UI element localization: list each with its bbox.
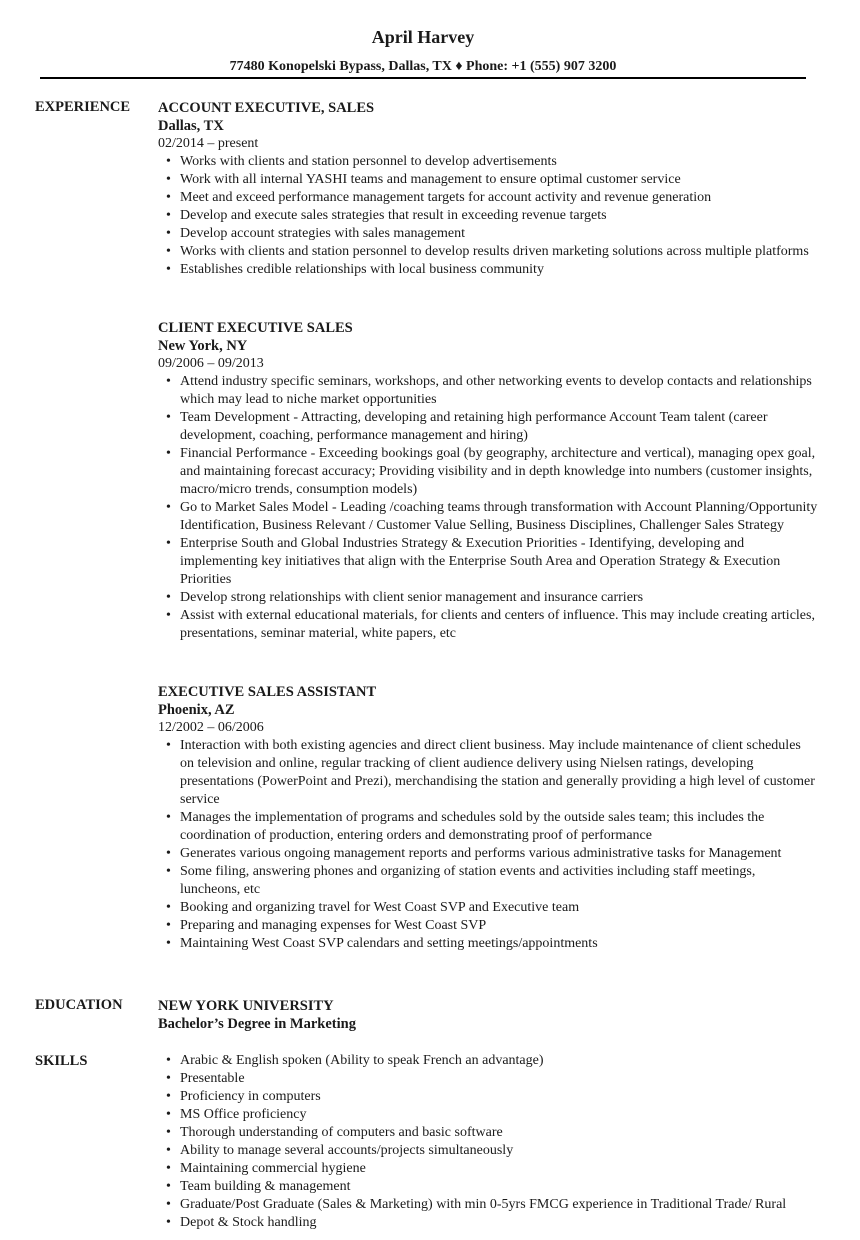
list-item: • Financial Performance - Exceeding bookings goal (by geography, architecture and vertical), managing opex goal, and maintaining forecast accuracy; Providing visibility and in depth knowledge into numbers (customer insights, macro/micro trends, consumption models) [180, 445, 818, 499]
job-duties-list [158, 737, 818, 953]
list-item: • Establishes credible relationships with local business community [180, 261, 818, 279]
job-duties-list [158, 153, 818, 279]
list-item: • Develop strong relationships with client senior management and insurance carriers [180, 589, 818, 607]
degree-name: Bachelor’s Degree in Marketing [158, 1016, 356, 1032]
list-item: • Depot & Stock handling [180, 1214, 818, 1232]
skills-entry [158, 1052, 818, 1232]
education-entry [158, 997, 818, 1033]
header-divider [40, 77, 806, 79]
list-item: • Work with all internal YASHI teams and management to ensure optimal customer service [180, 171, 818, 189]
list-item: • Assist with external educational materials, for clients and centers of influence. This may include creating articles, presentations, seminar material, white papers, etc [180, 607, 818, 643]
list-item: • Interaction with both existing agencies and direct client business. May include maintenance of client schedules on television and online, regular tracking of client audience delivery using Nielsen ratings, developing presentations (PowerPoint and Prezi), merchandising the station and generally providing a high level of customer service [180, 737, 818, 809]
school-name: NEW YORK UNIVERSITY [158, 998, 334, 1014]
list-item: • Enterprise South and Global Industries Strategy & Execution Priorities - Identifying, developing and implementing key initiatives that align with the Enterprise South Area and Operation Strategy & Execution Priorities [180, 535, 818, 589]
skills-section-label: SKILLS [35, 1053, 88, 1069]
list-item: • Proficiency in computers [180, 1088, 818, 1106]
job-duties-list [158, 373, 818, 643]
job-entry [158, 683, 818, 953]
list-item: • Works with clients and station personnel to develop advertisements [180, 153, 818, 171]
list-item: • Attend industry specific seminars, workshops, and other networking events to develop contacts and relationships which may lead to niche market opportunities [180, 373, 818, 409]
list-item: • Develop account strategies with sales management [180, 225, 818, 243]
candidate-name: April Harvey [371, 27, 475, 47]
list-item: • Develop and execute sales strategies that result in exceeding revenue targets [180, 207, 818, 225]
list-item: • Works with clients and station personnel to develop results driven marketing solutions across multiple platforms [180, 243, 818, 261]
list-item: • Preparing and managing expenses for West Coast SVP [180, 917, 818, 935]
list-item: • Thorough understanding of computers and basic software [180, 1124, 818, 1142]
job-location: New York, NY [158, 338, 248, 354]
list-item: • Go to Market Sales Model - Leading /coaching teams through transformation with Account Planning/Opportunity Identification, Business Relevant / Customer Value Selling, Business Disciplines, Challenger Sales Strategy [180, 499, 818, 535]
job-dates: 02/2014 – present [158, 136, 259, 151]
list-item: • Meet and exceed performance management targets for account activity and revenue generation [180, 189, 818, 207]
job-location: Phoenix, AZ [158, 702, 235, 718]
list-item: • Manages the implementation of programs and schedules sold by the outside sales team; this includes the coordination of production, entering orders and demonstrating proof of performance [180, 809, 818, 845]
list-item: • Generates various ongoing management reports and performs various administrative tasks for Management [180, 845, 818, 863]
list-item: • Booking and organizing travel for West Coast SVP and Executive team [180, 899, 818, 917]
list-item: • Maintaining commercial hygiene [180, 1160, 818, 1178]
job-title: ACCOUNT EXECUTIVE, SALES [158, 100, 375, 116]
list-item: • Maintaining West Coast SVP calendars and setting meetings/appointments [180, 935, 818, 953]
job-entry [158, 319, 818, 643]
job-entry [158, 99, 818, 279]
skills-list [158, 1052, 818, 1232]
list-item: • MS Office proficiency [180, 1106, 818, 1124]
list-item: • Graduate/Post Graduate (Sales & Marketing) with min 0-5yrs FMCG experience in Traditional Trade/ Rural [180, 1196, 818, 1214]
job-dates: 12/2002 – 06/2006 [158, 720, 264, 735]
list-item: • Some filing, answering phones and organizing of station events and activities including staff meetings, luncheons, etc [180, 863, 818, 899]
list-item: • Team building & management [180, 1178, 818, 1196]
job-location: Dallas, TX [158, 118, 224, 134]
list-item: • Team Development - Attracting, developing and retaining high performance Account Team talent (career development, coaching, performance management and hiring) [180, 409, 818, 445]
experience-section-label: EXPERIENCE [35, 99, 131, 115]
list-item: • Ability to manage several accounts/projects simultaneously [180, 1142, 818, 1160]
education-section-label: EDUCATION [35, 997, 123, 1013]
job-dates: 09/2006 – 09/2013 [158, 356, 264, 371]
job-title: EXECUTIVE SALES ASSISTANT [158, 684, 377, 700]
contact-line: 77480 Konopelski Bypass, Dallas, TX ♦ Phone: +1 (555) 907 3200 [229, 59, 617, 74]
job-title: CLIENT EXECUTIVE SALES [158, 320, 353, 336]
list-item: • Presentable [180, 1070, 818, 1088]
list-item: • Arabic & English spoken (Ability to speak French an advantage) [180, 1052, 818, 1070]
